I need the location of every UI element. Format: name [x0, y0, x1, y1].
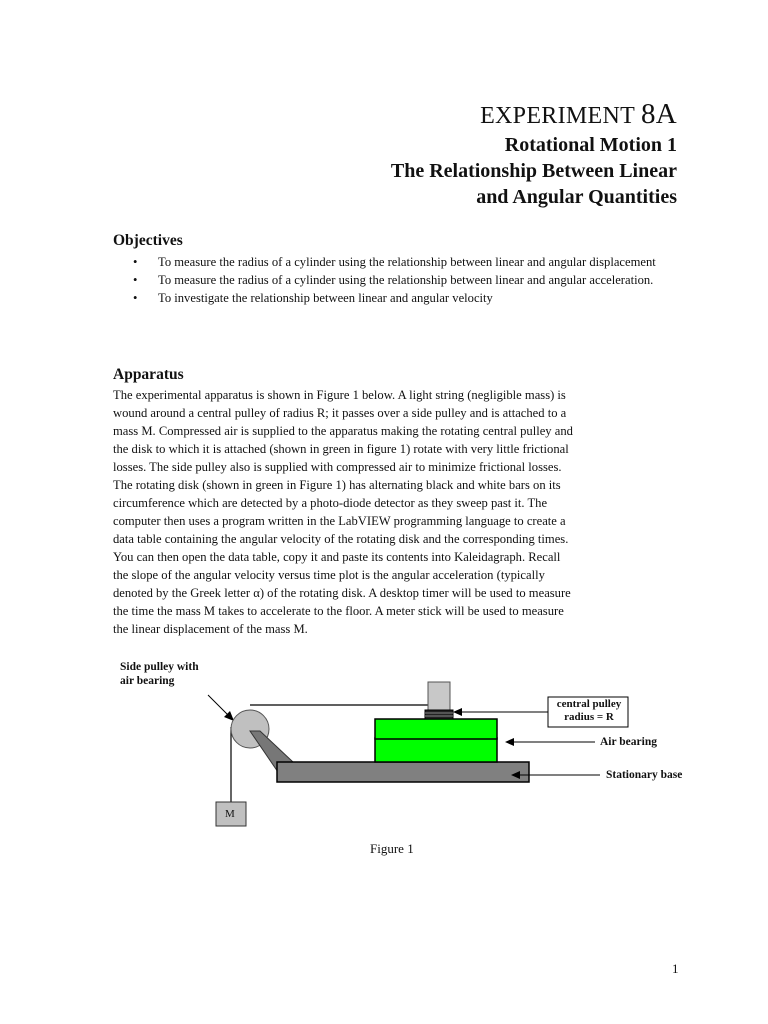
stationary-base-label: Stationary base: [606, 769, 683, 781]
side-pulley-label-line: air bearing: [120, 675, 175, 687]
paragraph-line: The experimental apparatus is shown in Figure 1 below. A light string (negligible mass) is: [113, 388, 566, 402]
air-bearing-arrow: [505, 738, 514, 746]
stationary-base: [277, 762, 529, 782]
paragraph-line: You can then open the data table, copy it and paste its contents into Kaleidagraph. Recall: [113, 550, 561, 564]
page-number: 1: [672, 961, 679, 976]
figure-caption: Figure 1: [370, 841, 414, 856]
objective-item: • To measure the radius of a cylinder using the relationship between linear and angular displacement: [113, 253, 683, 271]
paragraph-line: the disk to which it is attached (shown in green in figure 1) rotate with very little frictional: [113, 442, 569, 456]
central-pulley-post: [428, 682, 450, 710]
objective-item: • To measure the radius of a cylinder using the relationship between linear and angular acceleration.: [113, 271, 683, 289]
paragraph-line: The rotating disk (shown in green in Figure 1) has alternating black and white bars on its: [113, 478, 561, 492]
lower-disk: [375, 738, 497, 762]
central-pulley-arrow: [453, 708, 462, 716]
subtitle-line-1: Rotational Motion 1: [504, 134, 677, 156]
side-pulley-label: [120, 660, 199, 688]
paragraph-line: the time the mass M takes to accelerate to the floor. A meter stick will be used to measure: [113, 604, 564, 618]
paragraph-line: computer then uses a program written in the LabVIEW programming language to create a: [113, 514, 566, 528]
apparatus-paragraph: [113, 386, 683, 638]
upper-disk: [375, 719, 497, 739]
subtitle-line-2: The Relationship Between Linear: [390, 160, 677, 182]
paragraph-line: the linear displacement of the mass M.: [113, 622, 308, 636]
central-pulley-label: [550, 698, 628, 724]
document-header: [391, 98, 677, 210]
paragraph-line: mass M. Compressed air is supplied to the apparatus making the rotating central pulley and: [113, 424, 573, 438]
paragraph-line: wound around a central pulley of radius R; it passes over a side pulley and is attached to a: [113, 406, 567, 420]
central-pulley-label-line: central pulley: [556, 698, 622, 710]
experiment-title: [391, 98, 677, 132]
air-bearing-label: Air bearing: [600, 736, 657, 748]
apparatus-heading: Apparatus: [113, 366, 184, 383]
objectives-list: [113, 253, 683, 307]
objective-item: • To investigate the relationship between linear and angular velocity: [113, 289, 683, 307]
central-pulley-hub: [425, 710, 453, 719]
central-pulley-label-line: radius = R: [564, 711, 614, 723]
experiment-label: EXPERIMENT: [480, 103, 641, 129]
side-pulley-label-line: Side pulley with: [120, 661, 199, 673]
paragraph-line: data table containing the angular velocity of the rotating disk and the corresponding times.: [113, 532, 569, 546]
paragraph-line: the slope of the angular velocity versus time plot is the angular acceleration (typically: [113, 568, 545, 582]
experiment-number: 8A: [640, 98, 677, 130]
paragraph-line: circumference which are detected by a photo-diode detector as they sweep past it. The: [113, 496, 548, 510]
objectives-heading: Objectives: [113, 232, 183, 249]
side-pulley-arrow: [208, 695, 234, 721]
paragraph-line: losses. The side pulley also is supplied with compressed air to minimize frictional losses.: [113, 460, 562, 474]
mass-label: M: [225, 808, 235, 820]
subtitle-line-3: and Angular Quantities: [476, 186, 677, 208]
paragraph-line: denoted by the Greek letter α) of the rotating disk. A desktop timer will be used to measure: [113, 586, 571, 600]
